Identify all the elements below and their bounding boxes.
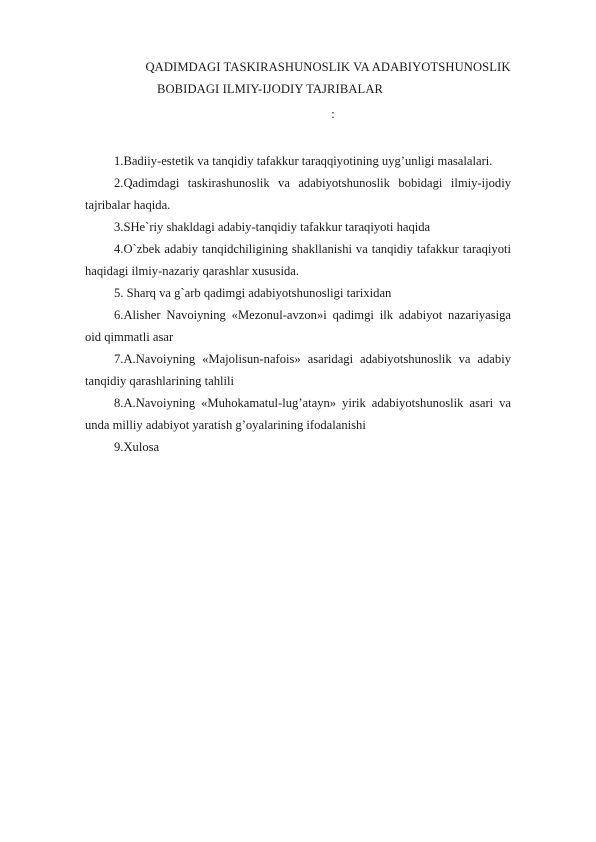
contents-item-3: 3.SHe`riy shakldagi adabiy-tanqidiy tafakkur taraqiyoti haqida (114, 220, 431, 234)
contents-item-8: 8.A.Navoiyning «Muhokamatul-lug’atayn» yirik adabiyotshunoslik asari va unda milliy adabiyot yaratish g’oyalarining ifodalanishi (85, 396, 511, 432)
contents-item-5: 5. Sharq va g`arb qadimgi adabiyotshunosligi tarixidan (114, 286, 392, 300)
contents-item-9: 9.Xulosa (114, 440, 160, 454)
contents-item-2: 2.Qadimdagi taskirashunoslik va adabiyotshunoslik bobidagi ilmiy-ijodiy tajribalar haqida. (85, 176, 511, 212)
contents-item-1: 1.Badiiy-estetik va tanqidiy tafakkur taraqqiyotining uyg’unligi masalalari. (114, 154, 493, 168)
contents-list (85, 150, 511, 458)
contents-item-7: 7.A.Navoiyning «Majolisun-nafois» asaridagi adabiyotshunoslik va adabiy tanqidiy qarashlarining tahlili (85, 352, 511, 388)
title-colon: : (331, 107, 335, 121)
contents-item-6: 6.Alisher Navoiyning «Mezonul-avzon»i qadimgi ilk adabiyot nazariyasiga oid qimmatli asar (85, 308, 511, 344)
contents-item-4: 4.O`zbek adabiy tanqidchiligining shakllanishi va tanqidiy tafakkur taraqiyoti haqidagi ilmiy-nazariy qarashlar xususida. (85, 242, 511, 278)
document-title-line-1: QADIMDAGI TASKIRASHUNOSLIK VA ADABIYOTSHUNOSLIK (145, 60, 511, 74)
document-title-line-2: BOBIDAGI ILMIY-IJODIY TAJRIBALAR (156, 82, 384, 96)
